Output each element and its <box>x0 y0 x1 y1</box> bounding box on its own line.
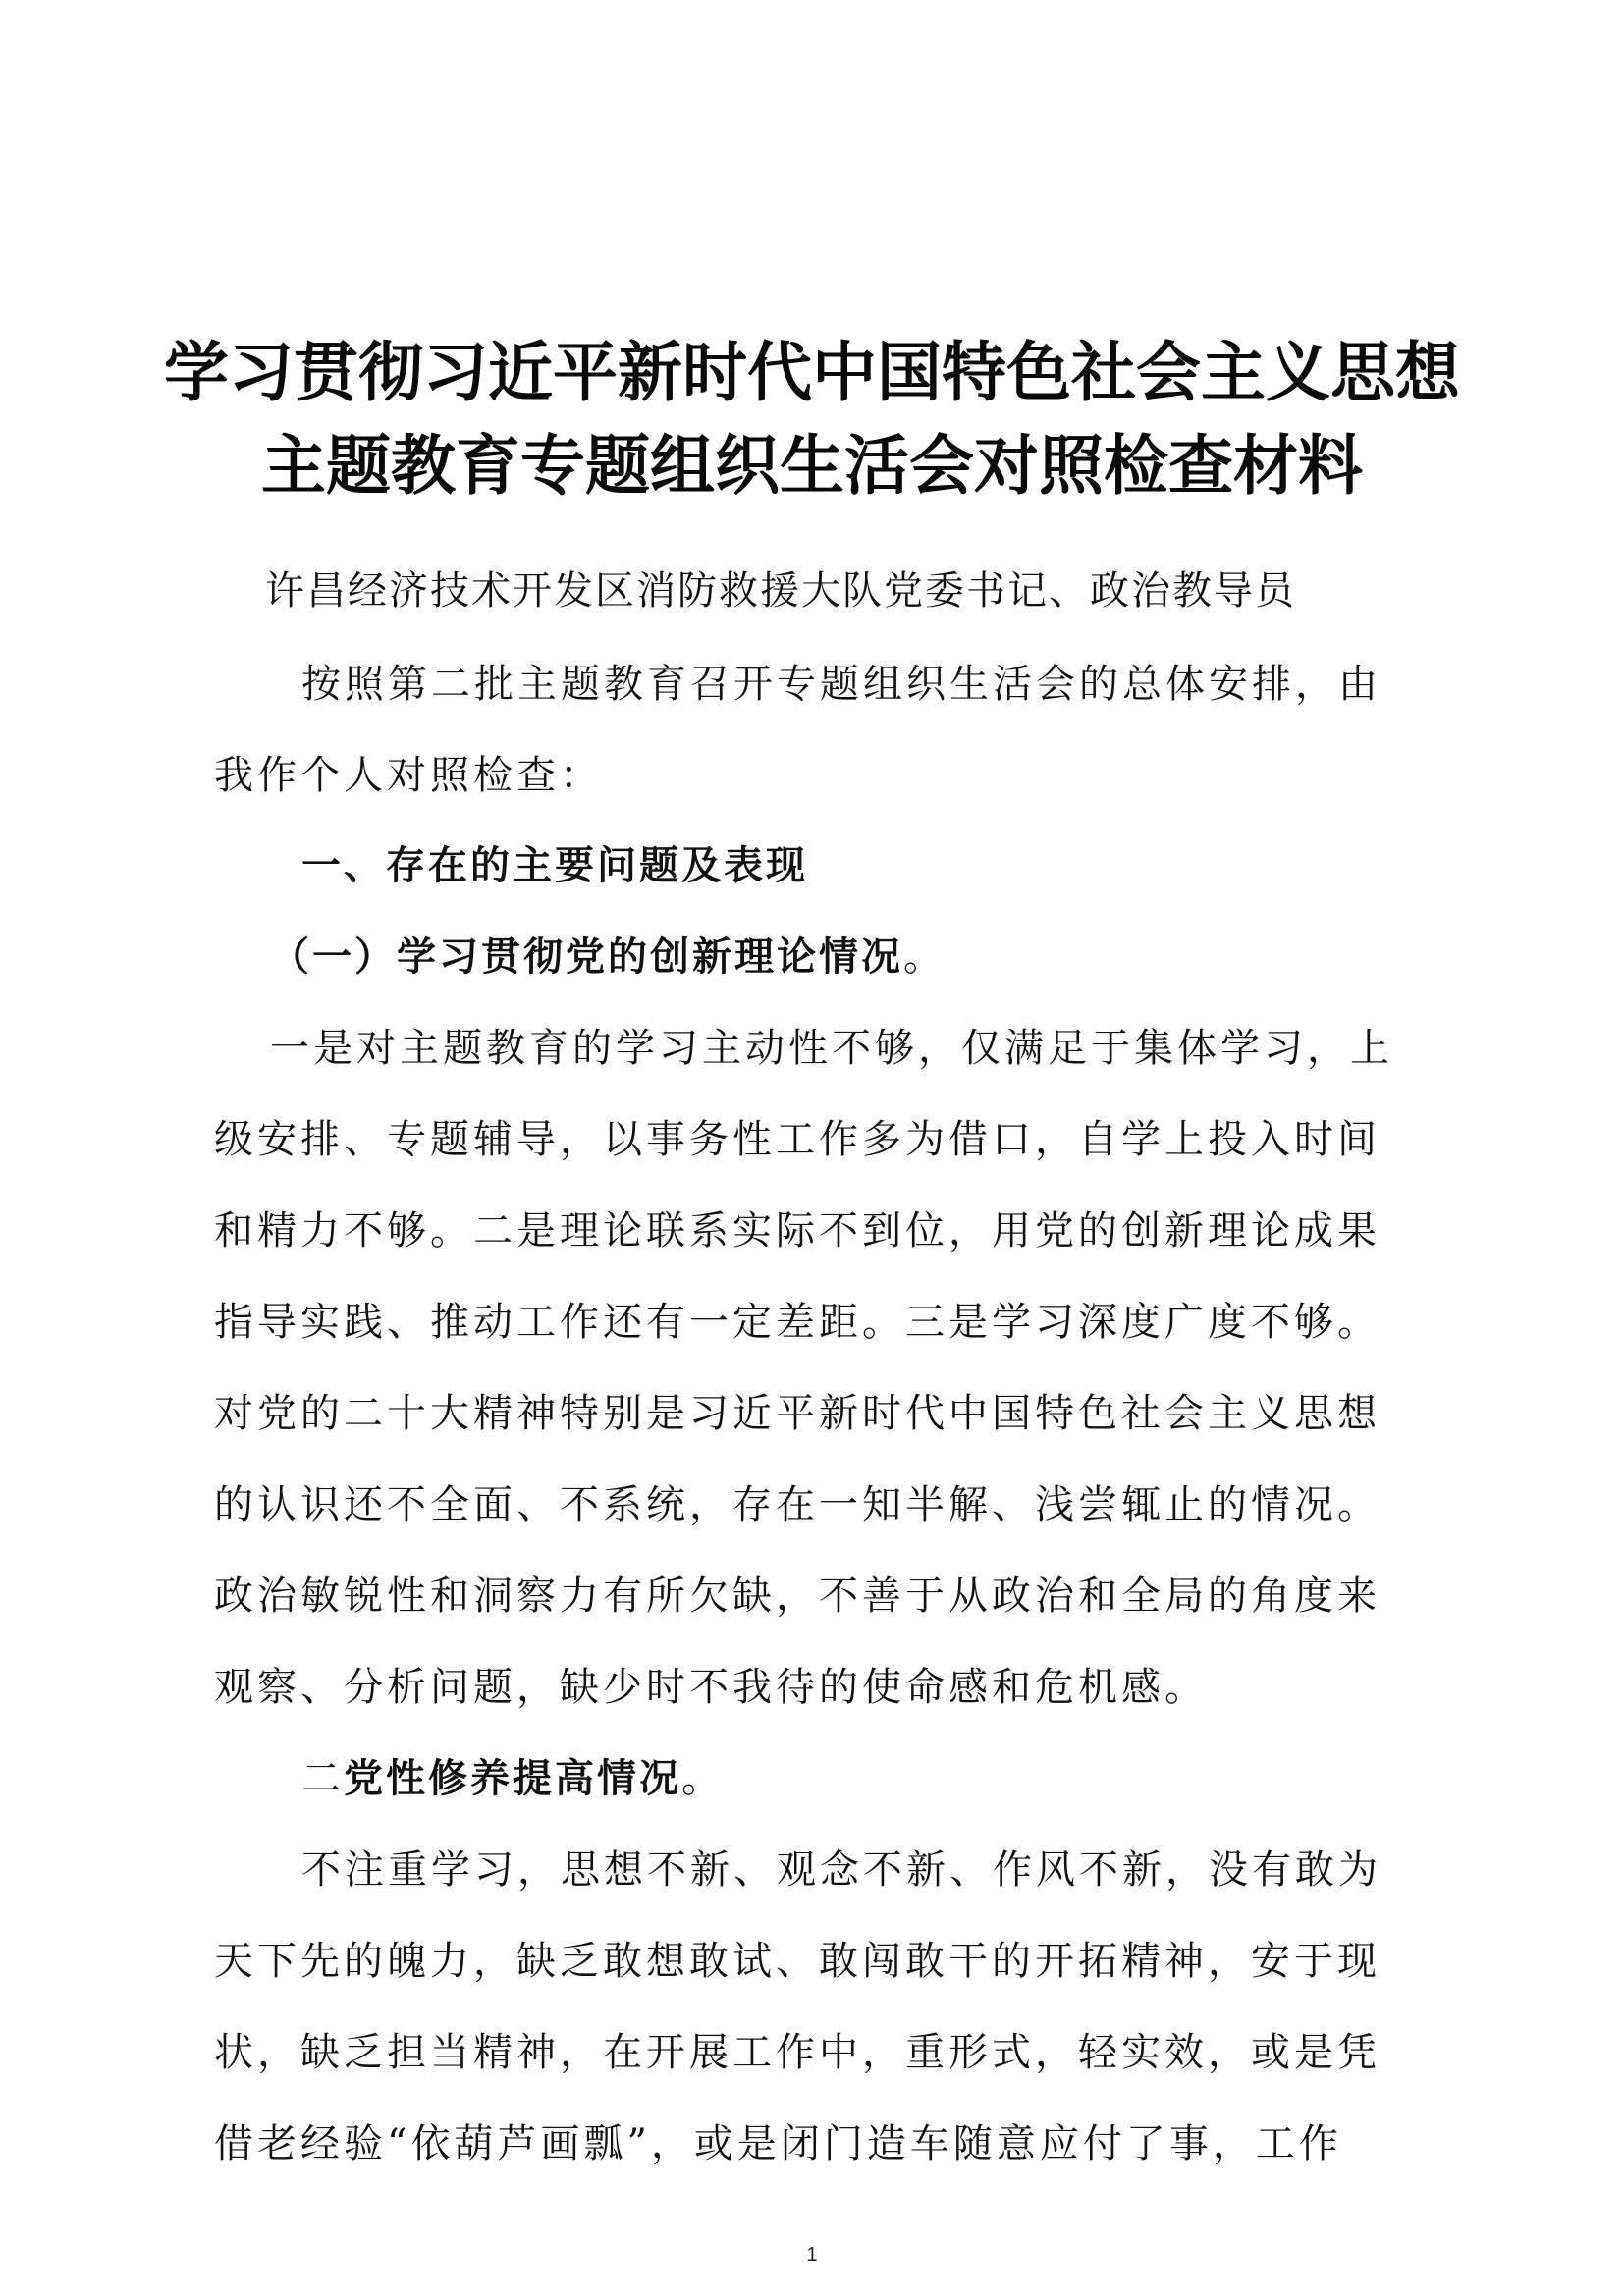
intro-line-1: 按照第二批主题教育召开专题组织生活会的总体安排，由 <box>301 662 1381 707</box>
paragraph-1-line-2: 级安排、专题辅导，以事务性工作多为借口，自学上投入时间 <box>214 1117 1380 1162</box>
subsection-heading-1-tail: 。 <box>903 934 946 980</box>
subsection-heading-1 <box>270 934 1488 980</box>
paragraph-2-line-2: 天下先的魄力，缺乏敢想敢试、敢闯敢干的开拓精神，安于现 <box>214 1939 1380 1984</box>
paragraph-1-line-5: 对党的二十大精神特别是习近平新时代中国特色社会主义思想 <box>214 1391 1380 1436</box>
intro-line-2: 我作个人对照检查： <box>214 753 603 798</box>
paragraph-1-line-6: 的认识还不全面、不系统，存在一知半解、浅尝辄止的情况。 <box>214 1482 1380 1527</box>
paragraph-2-line-3: 状，缺乏担当精神，在开展工作中，重形式，轻实效，或是凭 <box>214 2030 1380 2075</box>
paragraph-1-line-4: 指导实践、推动工作还有一定差距。三是学习深度广度不够。 <box>214 1300 1380 1345</box>
paragraph-2-line-4: 借老经验“依葫芦画瓢”，或是闭门造车随意应付了事，工作 <box>214 2121 1342 2166</box>
paragraph-1-line-3: 和精力不够。二是理论联系实际不到位，用党的创新理论成果 <box>214 1208 1380 1254</box>
document-title-line-1: 学习贯彻习近平新时代中国特色社会主义思想 <box>164 335 1460 410</box>
page-number: 1 <box>806 2244 818 2266</box>
section-heading-problems: 一、存在的主要问题及表现 <box>301 843 808 888</box>
subsection-heading-2-tail: 。 <box>681 1756 724 1801</box>
paragraph-1-line-1: 一是对主题教育的学习主动性不够，仅满足于集体学习，上 <box>270 1026 1393 1071</box>
subsection-heading-1-text: （一）学习贯彻党的创新理论情况 <box>270 934 903 980</box>
document-title-line-2: 主题教育专题组织生活会对照检查材料 <box>261 428 1363 504</box>
paragraph-2-line-1: 不注重学习，思想不新、观念不新、作风不新，没有敢为 <box>301 1847 1381 1893</box>
subsection-heading-2-text: 党性修养提高情况 <box>344 1755 681 1801</box>
subsection-heading-2 <box>301 1755 1519 1801</box>
subsection-heading-2-prefix: 二 <box>301 1756 344 1801</box>
paragraph-1-line-8: 观察、分析问题，缺少时不我待的使命感和危机感。 <box>214 1665 1208 1710</box>
paragraph-1-line-7: 政治敏锐性和洞察力有所欠缺，不善于从政治和全局的角度来 <box>214 1574 1380 1619</box>
author-line: 许昌经济技术开发区消防救援大队党委书记、政治教导员 <box>265 568 1296 614</box>
